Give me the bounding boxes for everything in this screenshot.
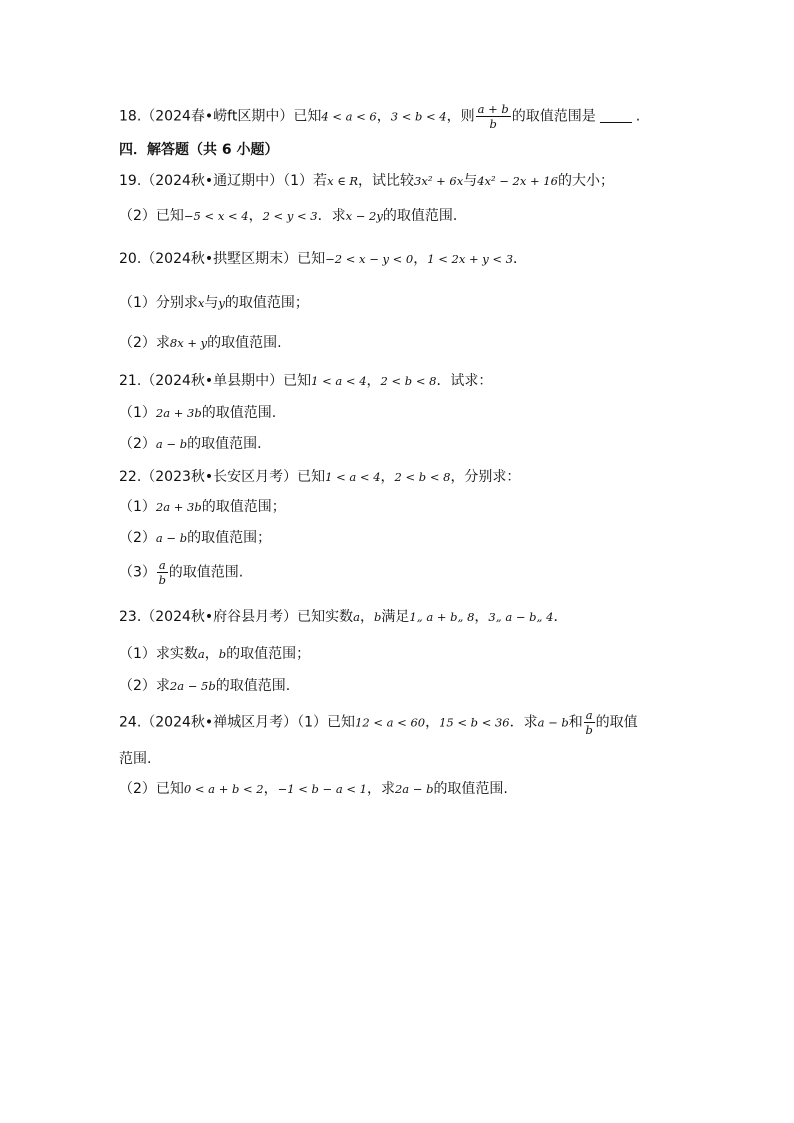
question-22-part-2: [119, 528, 271, 548]
q18-suffix: 的取值范围是: [511, 108, 596, 125]
q20-p2-expr: 8x + y: [169, 336, 208, 350]
q18-fraction: [476, 102, 511, 131]
question-21-part-1: [119, 403, 276, 423]
question-21: [119, 371, 492, 391]
q20-cond2: 1 < 2x + y < 3: [427, 252, 514, 266]
question-24: [119, 708, 638, 737]
q20-p2-prefix: （2）求: [119, 335, 170, 351]
q21-p1-suffix: 的取值范围.: [201, 405, 277, 421]
q24-p2-expr: 2a − b: [394, 782, 434, 796]
question-22-part-1: [119, 497, 286, 517]
q24-cond1: 12 < a < 60: [355, 715, 426, 730]
q21-p1-prefix: （1）: [119, 405, 156, 421]
section-heading: 四．解答题（共 6 小题）: [119, 142, 279, 158]
question-21-part-2: [119, 434, 262, 454]
q20-end: ．: [513, 251, 528, 267]
q19-p2-expr: x − 2y: [345, 209, 383, 223]
q18-sep: ，: [376, 108, 391, 125]
q24-prefix: 24.（2024秋•禅城区月考）（1）已知: [119, 714, 356, 731]
q18-cond2: 3 < b < 4: [390, 109, 447, 124]
q23-cond1: 1„ a + b„ 8: [409, 610, 475, 624]
q24-and: 和: [568, 714, 583, 731]
q22-p3-numerator: a: [158, 558, 166, 572]
q19-mid2: 与: [463, 173, 478, 189]
q19-p2-prefix: （2）已知: [119, 208, 184, 224]
q24-mid: ．求: [509, 714, 538, 731]
q22-p1-prefix: （1）: [119, 499, 156, 515]
q22-p3-suffix: 的取值范围.: [168, 564, 244, 581]
q24-p2-mid: ，求: [366, 781, 395, 797]
q19-cond: x ∈ R: [327, 174, 359, 188]
q23-cond2: 3„ a − b„ 4: [488, 610, 554, 624]
q20-p1-y: y: [218, 296, 225, 310]
question-20-part-1: [119, 293, 309, 313]
q23-prefix: 23.（2024秋•府谷县月考）已知实数: [119, 609, 354, 625]
q22-p3-fraction: [157, 558, 168, 587]
q23-p2-suffix: 的取值范围.: [215, 678, 291, 694]
q24-p2-cond1: 0 < a + b < 2: [183, 782, 264, 796]
q22-p2-prefix: （2）: [119, 530, 156, 546]
question-19-part-2: [119, 206, 457, 226]
q23-sep2: ，: [474, 609, 489, 625]
q23-p1-b: b: [218, 647, 227, 661]
q23-end: ．: [553, 609, 568, 625]
q22-p2-expr: a − b: [155, 531, 188, 545]
question-22: [119, 467, 520, 487]
q19-p2-sep: ，: [248, 208, 263, 224]
q23-p1-sep: ，: [204, 646, 219, 662]
question-18: [119, 102, 640, 131]
q18-frac-numerator: a + b: [477, 102, 509, 116]
q22-sep: ，: [380, 469, 395, 485]
q23-p1-a: a: [197, 647, 205, 661]
q18-frac-denominator: b: [489, 117, 497, 131]
question-23-part-1: [119, 644, 310, 664]
q24-p2-suffix: 的取值范围.: [433, 781, 508, 797]
q24-expr: a − b: [537, 715, 569, 730]
q22-p3-denominator: b: [158, 573, 167, 587]
q18-cond1: 4 < a < 6: [321, 109, 377, 124]
q19-p2-cond1: −5 < x < 4: [183, 209, 249, 223]
q22-cond2: 2 < b < 8: [394, 470, 451, 484]
q22-p2-suffix: 的取值范围；: [187, 530, 272, 546]
q23-mid: 满足: [381, 609, 410, 625]
q21-prefix: 21.（2024秋•单县期中）已知: [119, 373, 312, 389]
question-19: [119, 171, 614, 191]
q24-p2-sep: ，: [263, 781, 278, 797]
q21-p2-suffix: 的取值范围.: [187, 436, 262, 452]
q19-p2-cond2: 2 < y < 3: [262, 209, 318, 223]
q19-prefix: 19.（2024秋•通辽期中）（1）若: [119, 173, 328, 189]
question-22-part-3: [119, 558, 243, 587]
q23-sep: ，: [360, 609, 375, 625]
q24-fraction: [584, 708, 595, 737]
q19-p2-mid: ．求: [317, 208, 346, 224]
q24-sep: ，: [425, 714, 440, 731]
q21-p1-expr: 2a + 3b: [155, 406, 202, 420]
q21-suffix: ．试求：: [436, 373, 493, 389]
q20-p1-mid: 与: [204, 295, 219, 311]
q23-p2-prefix: （2）求: [119, 678, 170, 694]
question-24-wrap: 范围.: [119, 751, 152, 767]
q24-p2-prefix: （2）已知: [119, 781, 184, 797]
q20-p2-suffix: 的取值范围.: [207, 335, 282, 351]
q22-suffix: ，分别求：: [450, 469, 521, 485]
q24-p2-cond2: −1 < b − a < 1: [277, 782, 367, 796]
question-23: [119, 607, 567, 627]
q23-p1-prefix: （1）求实数: [119, 646, 198, 662]
q23-p1-suffix: 的取值范围；: [226, 646, 311, 662]
q19-expr1: 3x² + 6x: [414, 174, 464, 188]
answer-blank[interactable]: [600, 110, 632, 123]
q18-end: .: [635, 108, 641, 125]
q19-mid1: ，试比较: [358, 173, 415, 189]
q20-cond1: −2 < x − y < 0: [325, 252, 414, 266]
q18-mid: ，则: [446, 108, 475, 125]
q21-p2-prefix: （2）: [119, 436, 156, 452]
q24-frac-denominator: b: [585, 723, 593, 737]
q21-cond2: 2 < b < 8: [380, 374, 437, 388]
q23-var-b: b: [374, 610, 382, 624]
q21-sep: ，: [366, 373, 381, 389]
question-24-part-2: [119, 779, 508, 799]
q21-p2-expr: a − b: [155, 437, 188, 451]
q19-p2-suffix: 的取值范围.: [382, 208, 458, 224]
q22-p3-prefix: （3）: [119, 564, 156, 581]
q24-suffix: 的取值: [595, 714, 638, 731]
q20-p1-suffix: 的取值范围；: [224, 295, 309, 311]
q20-sep: ，: [413, 251, 428, 267]
q20-p1-x: x: [197, 296, 205, 310]
question-20: [119, 249, 527, 269]
q20-prefix: 20.（2024秋•拱墅区期末）已知: [119, 251, 326, 267]
question-23-part-2: [119, 676, 290, 696]
q24-frac-numerator: a: [585, 708, 593, 722]
q21-cond1: 1 < a < 4: [311, 374, 367, 388]
q23-var-a: a: [353, 610, 361, 624]
q23-p2-expr: 2a − 5b: [169, 679, 216, 693]
question-20-part-2: [119, 333, 282, 353]
q18-prefix: 18.（2024春•崂ft区期中）已知: [119, 108, 322, 125]
q22-prefix: 22.（2023秋•长安区月考）已知: [119, 469, 326, 485]
q22-cond1: 1 < a < 4: [325, 470, 381, 484]
q20-p1-prefix: （1）分别求: [119, 295, 198, 311]
q24-cond2: 15 < b < 36: [439, 715, 510, 730]
q19-expr2: 4x² − 2x + 16: [477, 174, 558, 188]
q22-p1-suffix: 的取值范围；: [201, 499, 286, 515]
q22-p1-expr: 2a + 3b: [155, 500, 202, 514]
q19-suffix: 的大小；: [557, 173, 614, 189]
